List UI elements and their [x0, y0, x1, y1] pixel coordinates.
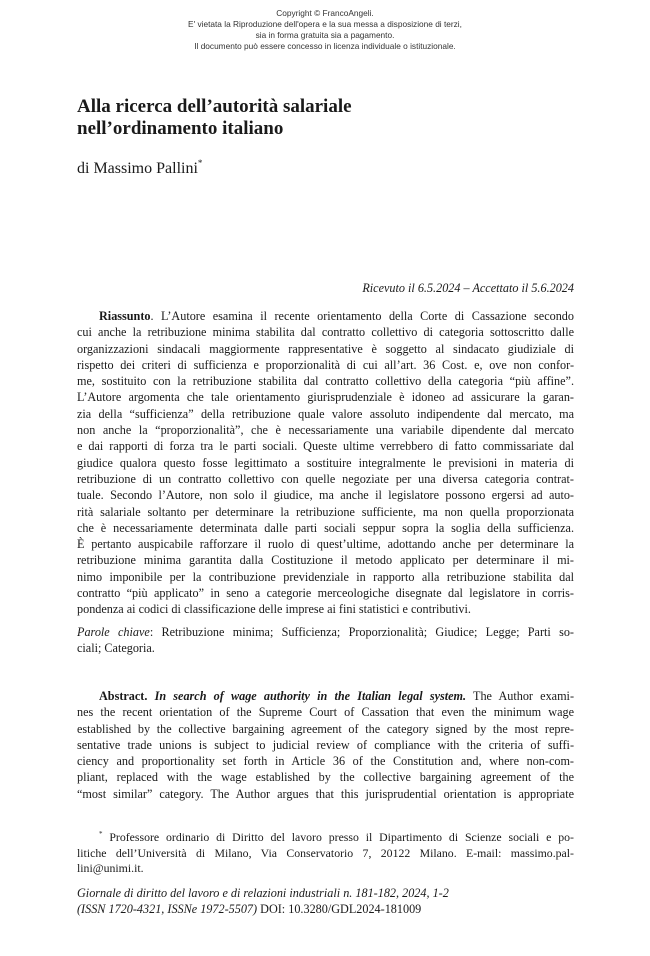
riassunto-line: contratto “più applicato” in seno a categorie merceologiche disegnate dal legislatore in corris- — [77, 586, 574, 601]
keywords-paragraph — [77, 624, 574, 657]
author-name: di Massimo Pallini — [77, 160, 198, 177]
riassunto-line: e dai rapporti di forza tra le parti sociali. Queste ultime verrebbero di fatto commissariate dal — [77, 439, 574, 454]
journal-citation — [77, 885, 574, 917]
journal-name-line: Giornale di diritto del lavoro e di relazioni industriali n. 181-182, 2024, 1-2 — [77, 886, 449, 900]
riassunto-line: retribuzione di un contratto collettivo con quelle negoziate per una diversa categoria contrat- — [77, 471, 574, 486]
copyright-notice — [0, 8, 650, 52]
keywords-line: : Retribuzione minima; Sufficienza; Proporzionalità; Giudice; Legge; Parti so- — [149, 625, 574, 639]
abstract-line: The Author exami- — [466, 689, 575, 703]
riassunto-line: retribuzione minima garantita dalla Costituzione il metodo applicato per determinare il mi- — [77, 553, 574, 568]
footnote-line: lini@unimi.it. — [77, 861, 144, 875]
riassunto-line: L’Autore argomenta che tale orientamento giurisprudenziale è idoneo ad assicurare la garan- — [77, 390, 574, 405]
riassunto-line: organizzazioni sindacali maggiormente rappresentative è soggetto al sindacato giudiziale di — [77, 341, 574, 356]
riassunto-line: giudice qualora questo fosse legittimato a sostituire integralmente le previsioni in materia di — [77, 455, 574, 470]
copyright-line: sia in forma gratuita sia a pagamento. — [255, 30, 395, 40]
journal-issn: (ISSN 1720-4321, ISSNe 1972-5507) — [77, 902, 258, 916]
title-line: nell’ordinamento italiano — [77, 118, 284, 139]
abstract-line: established by the collective bargaining agreement of the category signed by the most repre- — [77, 721, 574, 736]
author-footnote — [77, 827, 574, 877]
riassunto-line: cui anche la retribuzione minima stabilita dal contratto collettivo di categoria sottoscritto dalle — [77, 325, 574, 340]
footnote-line: Professore ordinario di Diritto del lavoro presso il Dipartimento di Scienze sociali e po- — [102, 830, 574, 844]
copyright-line: Il documento può essere concesso in licenza individuale o istituzionale. — [194, 41, 456, 51]
abstract-paragraph — [77, 688, 574, 802]
riassunto-line: zia della “sufficienza” della retribuzione quale valore assoluto indipendente dal mercato, ma — [77, 406, 574, 421]
riassunto-line: rispetto dei criteri di sufficienza e proporzionalità di cui all’art. 36 Cost. e, ove non confor- — [77, 357, 574, 372]
riassunto-line: È pertanto auspicabile rafforzare il ruolo di quest’ultime, adottando anche per determinare la — [77, 537, 574, 552]
journal-doi: DOI: 10.3280/GDL2024-181009 — [257, 902, 422, 916]
title-line: Alla ricerca dell’autorità salariale — [77, 96, 352, 117]
abstract-line: nes the recent orientation of the Supreme Court of Cassation that even the minimum wage — [77, 705, 574, 720]
received-accepted-dates: Ricevuto il 6.5.2024 – Accettato il 5.6.2024 — [362, 281, 574, 295]
riassunto-label: Riassunto — [99, 309, 151, 323]
riassunto-line: me, sostituito con la retribuzione stabilita dal contratto collettivo della categoria “più affine”. — [77, 374, 574, 389]
riassunto-line: nimo imponibile per la contribuzione previdenziale in rapporto alla retribuzione stabilita dal — [77, 569, 574, 584]
footnote-line: litiche dell’Università di Milano, Via Conservatorio 7, 20122 Milano. E-mail: massimo.pal- — [77, 845, 574, 860]
riassunto-paragraph — [77, 308, 574, 618]
riassunto-line: pondenza ai codici di classificazione delle imprese ai fini statistici e contributivi. — [77, 602, 471, 617]
riassunto-line: . L’Autore esamina il recente orientamento della Corte di Cassazione secondo — [150, 309, 574, 323]
riassunto-line: tuale. Secondo l’Autore, non solo il giudice, ma anche il legislatore possono ergersi ad auto- — [77, 488, 574, 503]
abstract-line: sentative trade unions is subject to judicial review of compliance with the criteria of suffi- — [77, 737, 574, 752]
article-title — [77, 96, 577, 140]
copyright-line: E' vietata la Riproduzione dell'opera e la sua messa a disposizione di terzi, — [188, 19, 462, 29]
keywords-line: ciali; Categoria. — [77, 641, 155, 656]
abstract-line: “most similar” category. The Author argues that this jurisprudential orientation is appropriate — [77, 786, 574, 801]
author-byline — [77, 158, 202, 178]
riassunto-line: rità salariale soltanto per determinare la retribuzione sufficiente, ma non quella proporzionata — [77, 504, 574, 519]
abstract-title: In search of wage authority in the Italian legal system. — [154, 689, 467, 703]
abstract-label: Abstract. — [99, 689, 148, 703]
copyright-line: Copyright © FrancoAngeli. — [276, 8, 374, 18]
riassunto-line: non anche la “proporzionalità”, che è necessariamente una variabile dipendente dal mercato — [77, 423, 574, 438]
footnote-mark: * — [99, 830, 103, 838]
author-footnote-mark: * — [197, 158, 203, 168]
keywords-label: Parole chiave — [77, 625, 150, 639]
abstract-line: pliant, replaced with the wage established by the collective bargaining agreement of the — [77, 770, 574, 785]
riassunto-line: che è necessariamente determinata dalle parti sociali seppur sopra la soglia della sufficienza. — [77, 520, 574, 535]
abstract-line: ciency and proportionality set forth in Article 36 of the Constitution and, where non-com- — [77, 754, 574, 769]
